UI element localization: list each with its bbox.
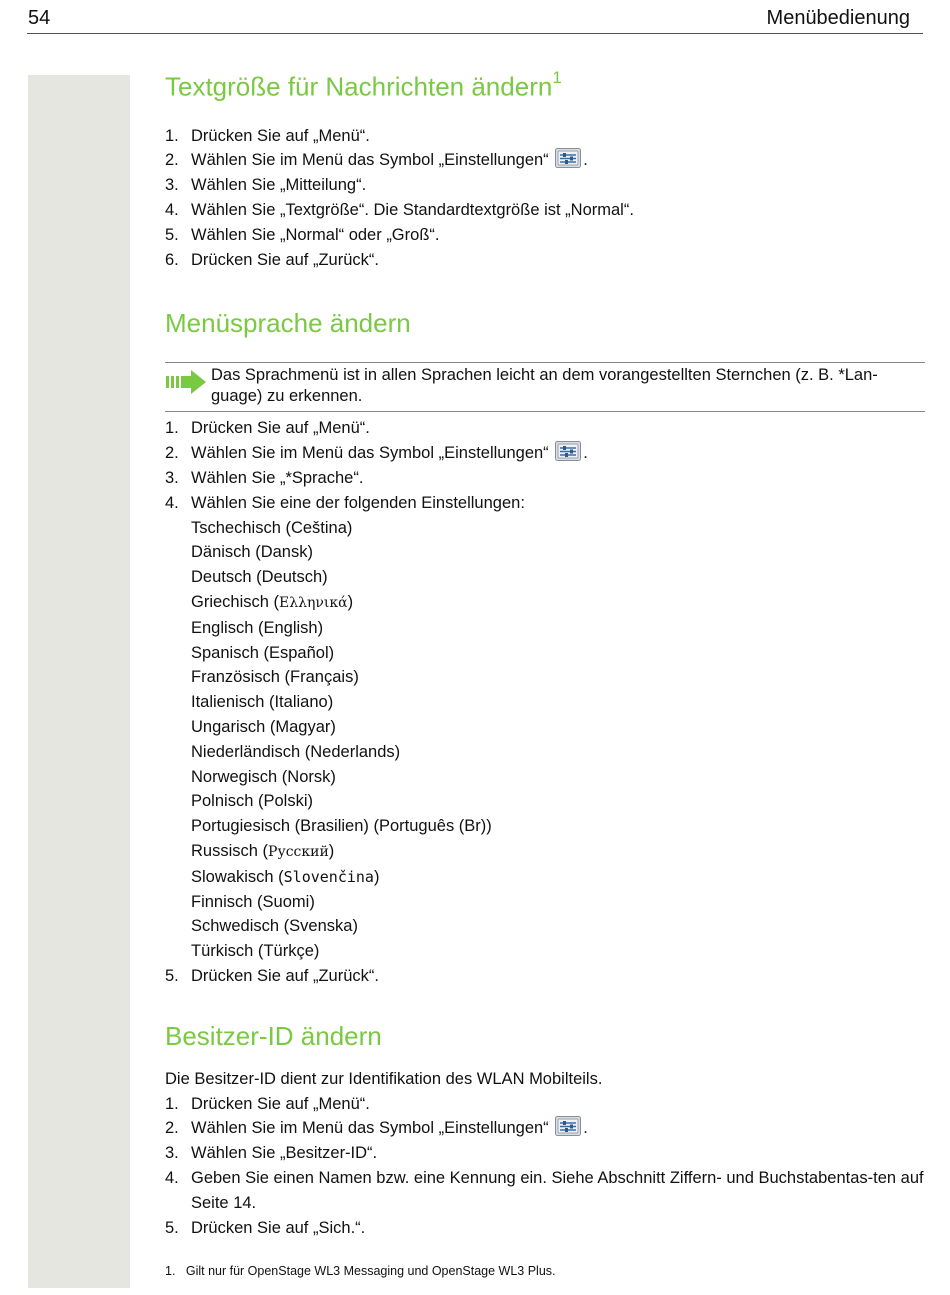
list-item	[165, 1216, 925, 1241]
language-german-name: Finnisch	[191, 892, 253, 911]
language-native-name: Suomi	[262, 892, 310, 911]
language-item: Dänisch (Dansk)	[191, 543, 313, 562]
step-number: 1.	[165, 419, 179, 438]
list-item	[165, 441, 925, 466]
list-item	[165, 148, 925, 173]
list-item	[165, 198, 925, 223]
list-item	[165, 124, 925, 149]
settings-icon	[555, 1116, 581, 1136]
list-item	[165, 1116, 925, 1141]
language-native-name: Svenska	[289, 917, 353, 936]
settings-icon	[555, 441, 581, 461]
footnote-text: Gilt nur für OpenStage WL3 Messaging und OpenStage WL3 Plus.	[185, 1264, 556, 1278]
note-text: Das Sprachmenü ist in allen Sprachen leicht an dem vorangestellten Sternchen (z. B. *Lan-guage) zu erkennen.	[211, 366, 878, 406]
step-text: Geben Sie einen Namen bzw. eine Kennung ein. Siehe Abschnitt Ziffern- und Buchstabentas-ten auf Seite 14.	[191, 1168, 924, 1212]
language-item: Italienisch (Italiano)	[191, 693, 334, 712]
language-item: Slowakisch (Slovenčina)	[191, 867, 380, 886]
step-number: 2.	[165, 444, 179, 463]
language-item: Türkisch (Türkçe)	[191, 942, 320, 961]
language-german-name: Spanisch	[191, 643, 259, 662]
step-number: 4.	[165, 201, 179, 220]
step-text: Wählen Sie im Menü das Symbol „Einstellungen“	[191, 1119, 549, 1138]
step-text: Drücken Sie auf „Menü“.	[191, 1094, 370, 1113]
section-title-text: Textgröße für Nachrichten ändern	[165, 71, 553, 102]
language-item: Deutsch (Deutsch)	[191, 568, 328, 587]
page-number: 54	[28, 7, 51, 29]
list-item	[165, 416, 925, 441]
language-native-name: Ελληνικά	[279, 595, 348, 612]
list-item	[165, 248, 925, 273]
chapter-title: Menübedienung	[766, 7, 910, 29]
content	[165, 60, 925, 1240]
language-native-name: Français	[290, 668, 354, 687]
language-native-name: Italiano	[274, 693, 328, 712]
step-number: 1.	[165, 1094, 179, 1113]
step-text: Wählen Sie eine der folgenden Einstellungen:	[191, 493, 525, 512]
language-german-name: Dänisch	[191, 543, 251, 562]
steps-ownerid	[165, 1092, 925, 1241]
language-native-name: Norsk	[287, 767, 331, 786]
language-item: Norwegisch (Norsk)	[191, 767, 336, 786]
note-box	[165, 362, 925, 412]
language-item: Niederländisch (Nederlands)	[191, 742, 401, 761]
language-german-name: Französisch	[191, 668, 280, 687]
note-arrow-icon	[165, 369, 207, 395]
settings-icon	[555, 148, 581, 168]
language-item: Schwedisch (Svenska)	[191, 917, 358, 936]
step-text: Wählen Sie „Mitteilung“.	[191, 176, 367, 195]
language-german-name: Englisch	[191, 618, 254, 637]
footnote-ref: 1	[552, 68, 562, 87]
step-text: Drücken Sie auf „Menü“.	[191, 126, 370, 145]
step-number: 4.	[165, 493, 179, 512]
language-native-name: Русский	[268, 843, 329, 860]
step-number: 3.	[165, 1144, 179, 1163]
list-item	[165, 466, 925, 491]
language-native-name: Türkçe	[263, 942, 314, 961]
step-number: 5.	[165, 966, 179, 985]
language-item: Englisch (English)	[191, 618, 324, 637]
step-number: 5.	[165, 1218, 179, 1237]
step-text-suffix: .	[583, 151, 588, 170]
language-native-name: Polski	[263, 792, 308, 811]
language-german-name: Norwegisch	[191, 767, 278, 786]
language-german-name: Polnisch	[191, 792, 254, 811]
step-number: 3.	[165, 176, 179, 195]
ownerid-intro: Die Besitzer-ID dient zur Identifikation des WLAN Mobilteils.	[165, 1069, 603, 1088]
step-text: Drücken Sie auf „Sich.“.	[191, 1218, 366, 1237]
step-text-suffix: .	[583, 1119, 588, 1138]
language-german-name: Schwedisch	[191, 917, 280, 936]
footnote-number: 1.	[165, 1264, 176, 1278]
list-item	[165, 1141, 925, 1166]
step-number: 2.	[165, 151, 179, 170]
list-item	[165, 173, 925, 198]
language-native-name: English	[263, 618, 318, 637]
footnote	[165, 1264, 556, 1278]
step-number: 1.	[165, 126, 179, 145]
section-title-ownerid: Besitzer-ID ändern	[165, 1020, 382, 1051]
step-text: Drücken Sie auf „Zurück“.	[191, 250, 379, 269]
language-native-name: Nederlands	[310, 742, 395, 761]
list-item	[165, 1092, 925, 1117]
section-title-language: Menüsprache ändern	[165, 308, 411, 339]
language-german-name: Italienisch	[191, 693, 265, 712]
margin-sidebar	[28, 75, 130, 1288]
language-list	[165, 516, 925, 964]
language-item: Polnisch (Polski)	[191, 792, 313, 811]
language-item: Russisch (Русский)	[191, 841, 335, 860]
language-german-name: Portugiesisch (Brasilien)	[191, 817, 369, 836]
language-item: Portugiesisch (Brasilien) (Português (Br))	[191, 817, 492, 836]
list-item	[165, 1166, 925, 1216]
step-text: Wählen Sie „Normal“ oder „Groß“.	[191, 225, 440, 244]
language-native-name: Español	[268, 643, 329, 662]
language-native-name: Dansk	[260, 543, 308, 562]
step-text-suffix: .	[583, 444, 588, 463]
step-number: 2.	[165, 1119, 179, 1138]
language-german-name: Niederländisch	[191, 742, 301, 761]
step-text: Wählen Sie im Menü das Symbol „Einstellungen“	[191, 444, 549, 463]
step-number: 6.	[165, 250, 179, 269]
language-item: Tschechisch (Ceština)	[191, 518, 353, 537]
step-text: Wählen Sie „Textgröße“. Die Standardtextgröße ist „Normal“.	[191, 201, 634, 220]
language-native-name: Magyar	[275, 718, 331, 736]
language-native-name: Deutsch	[261, 568, 323, 587]
list-item	[165, 491, 925, 516]
step-text: Wählen Sie „Besitzer-ID“.	[191, 1144, 378, 1163]
step-text: Drücken Sie auf „Menü“.	[191, 419, 370, 438]
steps-language-last	[165, 964, 925, 989]
language-german-name: Slowakisch	[191, 867, 274, 886]
list-item	[165, 964, 925, 989]
language-german-name: Deutsch	[191, 568, 252, 587]
language-item: Griechisch (Ελληνικά)	[191, 593, 354, 612]
language-item: Spanisch (Español)	[191, 643, 335, 662]
language-german-name: Tschechisch	[191, 518, 281, 537]
steps-language	[165, 416, 925, 515]
step-text: Wählen Sie „*Sprache“.	[191, 469, 364, 488]
step-number: 4.	[165, 1168, 179, 1187]
step-text: Wählen Sie im Menü das Symbol „Einstellungen“	[191, 151, 549, 170]
language-german-name: Türkisch	[191, 942, 254, 961]
language-item: Französisch (Français)	[191, 668, 359, 687]
step-number: 3.	[165, 469, 179, 488]
language-german-name: Griechisch	[191, 593, 269, 612]
language-item: Ungarisch (Magyar)	[191, 718, 336, 736]
steps-textsize	[165, 124, 925, 273]
language-german-name: Russisch	[191, 841, 258, 860]
language-item: Finnisch (Suomi)	[191, 892, 315, 911]
step-number: 5.	[165, 225, 179, 244]
language-native-name: Slovenčina	[283, 867, 374, 886]
list-item	[165, 223, 925, 248]
language-native-name: Ceština	[290, 518, 347, 537]
language-german-name: Ungarisch	[191, 718, 266, 736]
step-text: Drücken Sie auf „Zurück“.	[191, 966, 379, 985]
language-native-name: Português (Br)	[379, 817, 487, 836]
header-rule	[27, 33, 923, 34]
section-title-textsize	[165, 64, 925, 104]
